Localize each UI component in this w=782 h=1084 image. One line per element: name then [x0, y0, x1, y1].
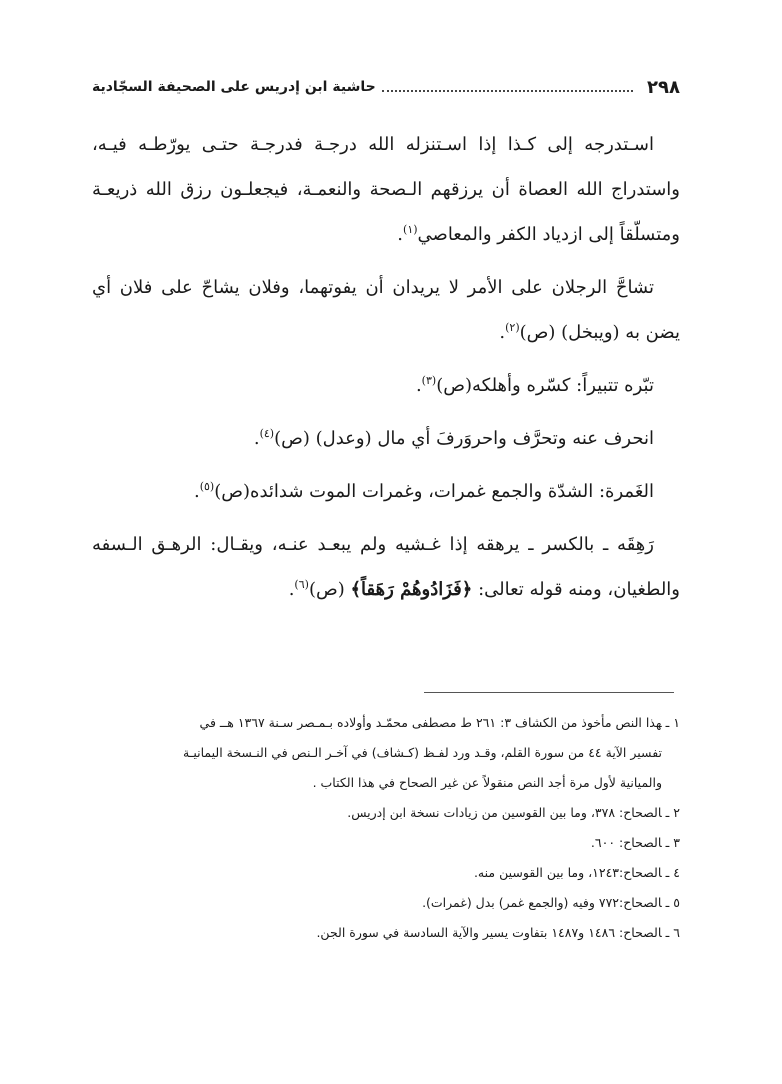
paragraph-end: . — [499, 322, 506, 343]
paragraph-end: . — [253, 428, 260, 449]
paragraph-rahiqahu — [92, 522, 680, 612]
footnote-text: الصحاح: ٦٠٠. — [590, 835, 662, 850]
paragraph-text: تبّره تتبيراً: كسّره وأهلكه(ص) — [436, 375, 654, 396]
paragraph-end: . — [288, 579, 295, 600]
paragraph-istadraja — [92, 122, 680, 257]
footnote-text: الصحاح: ٣٧٨، وما بين القوسين من زيادات نسخة ابن إدريس. — [347, 805, 662, 820]
footnote-number: ٢ ـ — [665, 805, 680, 820]
footnote-text: الصحاح:٧٧٢ وفيه (والجمع غمر) بدل (غمرات). — [422, 895, 662, 910]
main-text — [92, 122, 680, 612]
paragraph-text: الغَمرة: الشدّة والجمع غمرات، وغمرات الموت شدائده(ص) — [214, 481, 654, 502]
footnote-text: الصحاح:١٢٤٣، وما بين القوسين منه. — [473, 865, 662, 880]
footnote-ref[interactable]: (١) — [403, 223, 418, 236]
paragraph-tashaha — [92, 265, 680, 355]
footnote-text: والميانية لأول مرة أجد النص منقولاً عن غير الصحاح في هذا الكتاب . — [312, 775, 662, 790]
footnote-2 — [92, 798, 680, 828]
footnote-3 — [92, 828, 680, 858]
footnote-number: ٤ ـ — [665, 865, 680, 880]
footnote-number: ١ ـ — [665, 715, 680, 730]
header-leader-dots — [382, 90, 633, 92]
footnote-ref[interactable]: (٤) — [259, 427, 275, 440]
paragraph-alghamra — [92, 469, 680, 514]
footnote-number: ٦ ـ — [665, 925, 680, 940]
footnote-text: هذا النص مأخوذ من الكشاف ٣: ٢٦١ ط مصطفى محمّـد وأولاده بـمـصر سـنة ١٣٦٧ هــ في — [199, 715, 662, 730]
paragraph-tabbarahu — [92, 363, 680, 408]
footnote-number: ٣ ـ — [665, 835, 680, 850]
paragraph-inharafa — [92, 416, 680, 461]
paragraph-text: تشاحَّ الرجلان على الأمر لا يريدان أن يفوتهما، وفلان يشاحّ على فلان أي يضن به (ويبخل) (ص) — [92, 277, 680, 343]
paragraph-text: رَهِقَه ـ بالكسر ـ يرهقه إذا غـشيه ولم يبعـد عنـه، ويقـال: الرهـق الـسفه والطغيان، ومنه قوله تعالى: — [92, 534, 680, 600]
footnote-ref[interactable]: (٥) — [199, 480, 215, 493]
footnote-1-line-3 — [92, 768, 680, 798]
footnote-separator — [424, 692, 674, 693]
footnote-1 — [92, 708, 680, 738]
footnote-text: تفسير الآية ٤٤ من سورة القلم، وقـد ورد لفـظ (كـشاف) في آخـر الـنص في النـسخة اليمانيـة — [182, 745, 662, 760]
paragraph-end: . — [415, 375, 422, 396]
paragraph-end: . — [193, 481, 200, 502]
footnote-ref[interactable]: (٢) — [505, 321, 520, 334]
page-header — [92, 72, 680, 102]
source-abbrev: (ص) — [308, 579, 345, 600]
quran-verse: ﴿فَزَادُوهُمْ رَهَقاً﴾ — [350, 579, 473, 600]
footnote-ref[interactable]: (٣) — [421, 374, 437, 387]
paragraph-end: . — [397, 224, 404, 245]
footnote-number: ٥ ـ — [665, 895, 680, 910]
footnotes-section — [92, 708, 680, 948]
footnote-text: الصحاح: ١٤٨٦ و١٤٨٧ بتفاوت يسير والآية السادسة في سورة الجن. — [316, 925, 662, 940]
footnote-ref[interactable]: (٦) — [294, 578, 309, 591]
paragraph-text: انحرف عنه وتحرَّف واحروَرفَ أي مال (وعدل) (ص) — [274, 428, 654, 449]
footnote-5 — [92, 888, 680, 918]
paragraph-text: اسـتدرجه إلى كـذا إذا اسـتنزله الله درجـة فدرجـة حتـى يورّطـه فيـه، واستدراج الله العصاة أن يرزقهم الـصحة والنعمـة، فيجعلـون رزق الله ذريعـة ومتسلّقاً إلى ازدياد الكفر والمعاصي — [92, 134, 680, 245]
footnote-1-line-2 — [92, 738, 680, 768]
page-number: ٢٩٨ — [647, 76, 680, 98]
footnote-4 — [92, 858, 680, 888]
running-title: حاشية ابن إدريس على الصحيفة السجّادية — [92, 79, 376, 95]
footnote-6 — [92, 918, 680, 948]
